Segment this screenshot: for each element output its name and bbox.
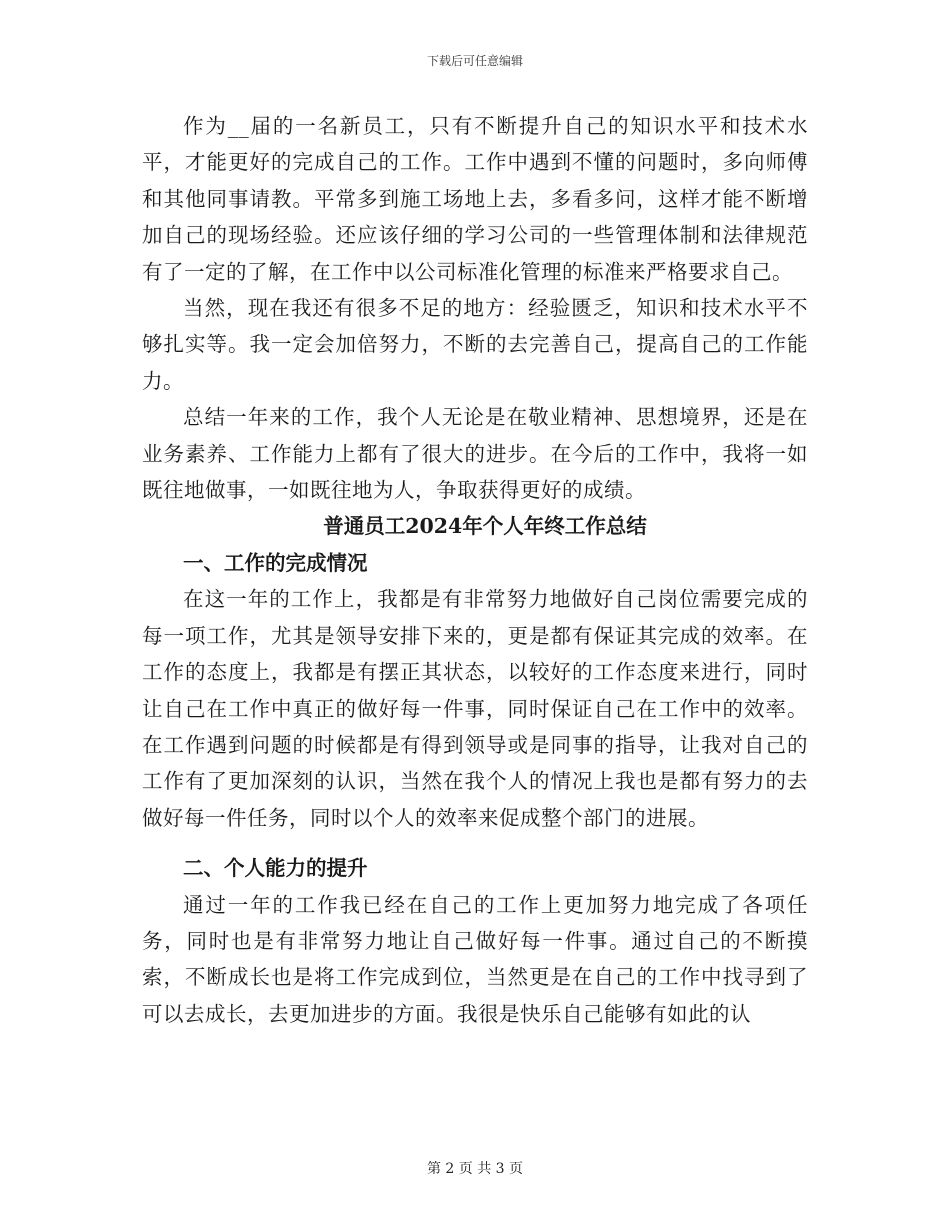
intro-paragraph-1: 作为__届的一名新员工，只有不断提升自己的知识水平和技术水平，才能更好的完成自己的工作。工作中遇到不懂的问题时，多向师傅和其他同事请教。平常多到施工场地上去，多看多问，这样才能不断增加自己的现场经验。还应该仔细的学习公司的一些管理体制和法律规范有了一定的了解，在工作中以公司标准化管理的标准来严格要求自己。 <box>142 114 808 284</box>
section-1-paragraph: 在这一年的工作上，我都是有非常努力地做好自己岗位需要完成的每一项工作，尤其是领导安排下来的，更是都有保证其完成的效率。在工作的态度上，我都是有摆正其状态，以较好的工作态度来进行，同时让自己在工作中真正的做好每一件事，同时保证自己在工作中的效率。在工作遇到问题的时候都是有得到领导或是同事的指导，让我对自己的工作有了更加深刻的认识，当然在我个人的情况上我也是都有努力的去做好每一件任务，同时以个人的效率来促成整个部门的进展。 <box>142 587 808 830</box>
section-2-heading: 二、个人能力的提升 <box>183 856 368 881</box>
intro-paragraph-3: 总结一年来的工作，我个人无论是在敬业精神、思想境界，还是在业务素养、工作能力上都有了很大的进步。在今后的工作中，我将一如既往地做事，一如既往地为人，争取获得更好的成绩。 <box>142 405 808 503</box>
section-1-heading: 一、工作的完成情况 <box>183 550 368 575</box>
section-2-paragraph: 通过一年的工作我已经在自己的工作上更加努力地完成了各项任务，同时也是有非常努力地让自己做好每一件事。通过自己的不断摸索，不断成长也是将工作完成到位，当然更是在自己的工作中找寻到了可以去成长，去更加进步的方面。我很是快乐自己能够有如此的认 <box>142 892 808 1026</box>
page-header: 下载后可任意编辑 <box>426 54 523 68</box>
intro-paragraph-2: 当然，现在我还有很多不足的地方：经验匮乏，知识和技术水平不够扎实等。我一定会加倍努力，不断的去完善自己，提高自己的工作能力。 <box>142 296 808 393</box>
document-body <box>142 108 808 1032</box>
document-title: 普通员工2024年个人年终工作总结 <box>323 514 647 539</box>
page-number: 第 2 页 共 3 页 <box>426 1161 524 1177</box>
